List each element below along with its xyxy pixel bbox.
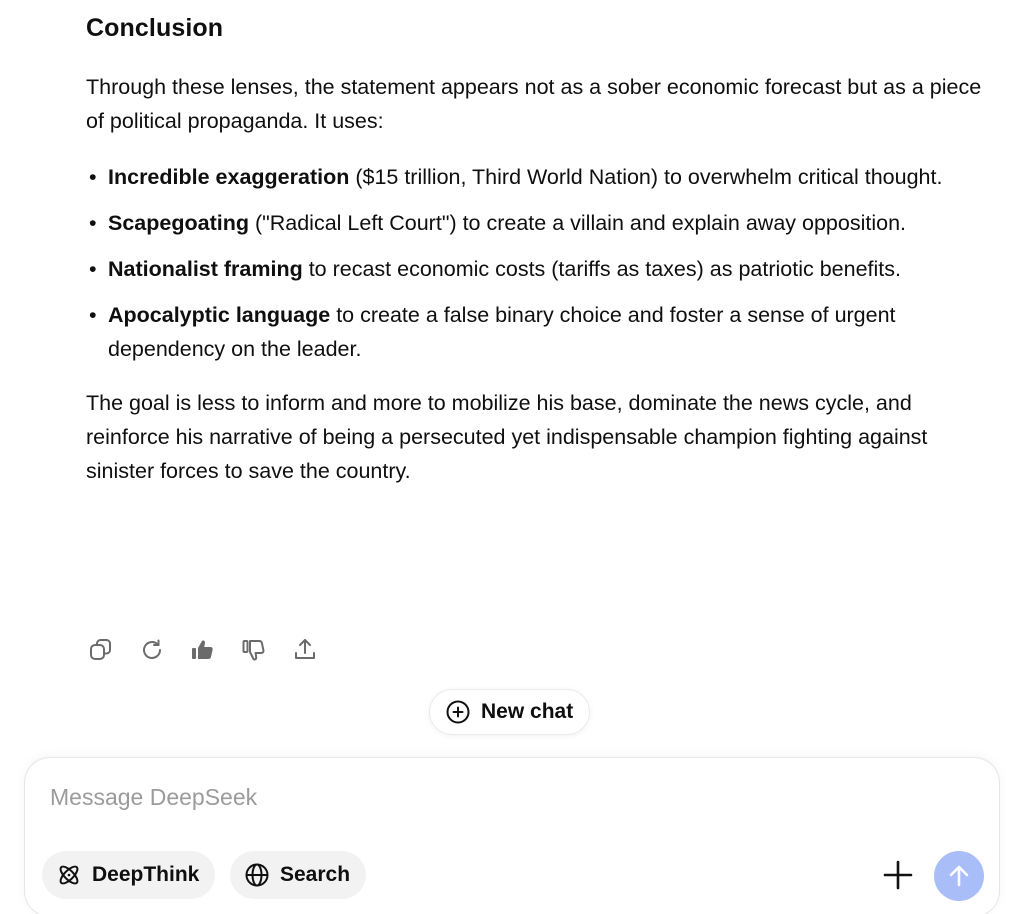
search-label: Search [280,863,351,886]
new-chat-button[interactable] [429,689,590,735]
regenerate-icon [139,637,165,663]
bullet-text: to create a false binary choice and foster a sense of urgent dependency on the leader. [108,303,896,361]
dislike-button[interactable] [241,637,267,663]
assistant-message [86,14,996,488]
copy-icon [88,637,114,663]
plus-circle-icon [445,699,471,725]
thumbs-down-icon [241,637,267,663]
bullet-list [86,160,996,366]
plus-icon [880,857,916,893]
bullet-text: to recast economic costs (tariffs as taxes) as patriotic benefits. [302,257,901,281]
bullet-bold-text: Nationalist framing [108,257,303,281]
deepthink-label: DeepThink [92,863,200,886]
copy-button[interactable] [88,637,114,663]
globe-icon [244,862,270,888]
bullet-bold-text: Scapegoating [108,211,249,235]
message-input[interactable] [50,784,850,811]
list-item: • Apocalyptic language to create a false binary choice and foster a sense of urgent dependency on the leader. [89,303,896,361]
list-item: • Incredible exaggeration ($15 trillion, Third World Nation) to overwhelm critical thought. [89,165,943,189]
list-item: • Scapegoating ("Radical Left Court") to create a villain and explain away opposition. [89,211,906,235]
bullet-bold-text: Incredible exaggeration [108,165,350,189]
arrow-up-icon [946,863,972,889]
section-heading: Conclusion [86,14,224,42]
deepthink-button[interactable] [42,851,215,899]
closing-paragraph: The goal is less to inform and more to mobilize his base, dominate the news cycle, and reinforce his narrative of being a persecuted yet indispensable champion fighting against sinister forces to save the country. [86,391,928,483]
like-button[interactable] [190,637,216,663]
message-actions [88,637,318,663]
share-icon [292,637,318,663]
search-button[interactable] [230,851,366,899]
bullet-text: ("Radical Left Court") to create a villain and explain away opposition. [248,211,906,235]
send-button[interactable] [934,851,984,901]
share-button[interactable] [292,637,318,663]
bullet-bold-text: Apocalyptic language [108,303,331,327]
intro-paragraph: Through these lenses, the statement appears not as a sober economic forecast but as a piece of political propaganda. It uses: [86,75,982,133]
attach-button[interactable] [880,857,916,893]
bullet-text: ($15 trillion, Third World Nation) to overwhelm critical thought. [349,165,943,189]
thumbs-up-icon [190,637,216,663]
regenerate-button[interactable] [139,637,165,663]
composer [24,757,1000,914]
new-chat-label: New chat [481,700,574,723]
list-item: • Nationalist framing to recast economic costs (tariffs as taxes) as patriotic benefits. [89,257,901,281]
atom-icon [56,862,82,888]
